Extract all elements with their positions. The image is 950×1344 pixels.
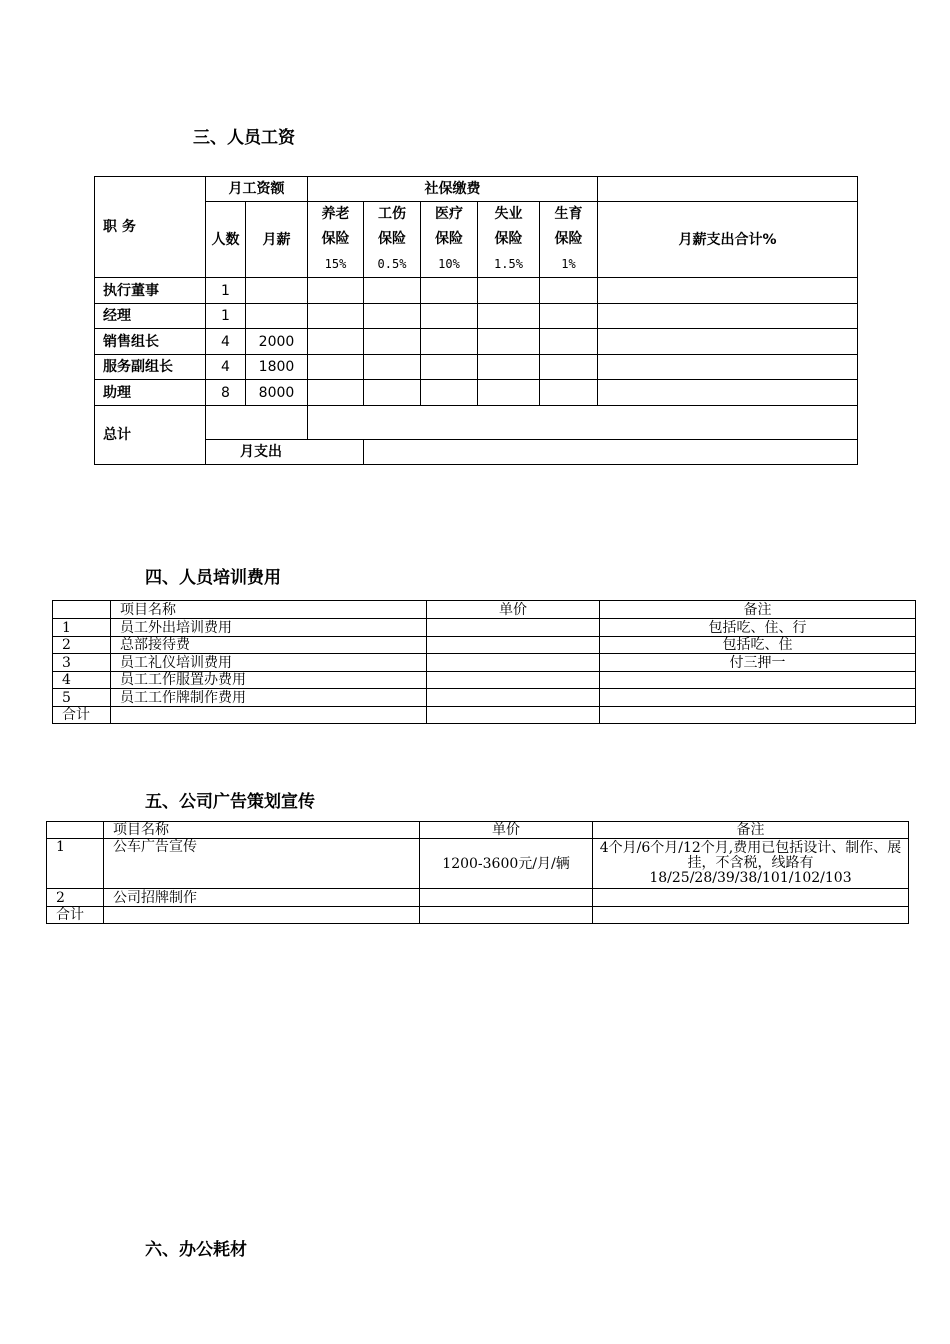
row-position: 销售组长: [95, 329, 206, 355]
row-note: [593, 889, 909, 907]
section6-title: 六、办公耗材: [145, 1240, 247, 1260]
monthly-expense-label: 月支出: [206, 440, 364, 465]
header-item: 项目名称: [111, 601, 427, 619]
total-label: 总计: [95, 406, 206, 465]
row-price: [420, 889, 593, 907]
row-number: 5: [53, 689, 111, 707]
table-row: [95, 355, 858, 380]
row-item: 公司招牌制作: [104, 889, 420, 907]
row-headcount: 4: [206, 329, 246, 355]
row-pay: [246, 304, 308, 329]
row-position: 服务副组长: [95, 355, 206, 380]
row-pay: 8000: [246, 380, 308, 406]
row-note: 包括吃、住: [600, 637, 916, 654]
header-pension: 养老 保险 15%: [308, 202, 364, 278]
row-number: 1: [47, 839, 104, 889]
row-pay: 2000: [246, 329, 308, 355]
header-price: 单价: [427, 601, 600, 619]
section3-title: 三、人员工资: [193, 128, 295, 148]
header-position: 职 务: [95, 177, 206, 278]
row-note: [600, 672, 916, 689]
row-position: 执行董事: [95, 278, 206, 304]
header-note: 备注: [593, 822, 909, 839]
header-price: 单价: [420, 822, 593, 839]
table-row: [95, 380, 858, 406]
table-row: [53, 689, 916, 707]
row-price: [427, 689, 600, 707]
header-blank: [598, 177, 858, 202]
row-item: 总部接待费: [111, 637, 427, 654]
header-item: 项目名称: [104, 822, 420, 839]
row-price: [427, 637, 600, 654]
salary-table: [94, 176, 858, 465]
row-item: 员工外出培训费用: [111, 619, 427, 637]
row-number: 1: [53, 619, 111, 637]
table-row: [95, 329, 858, 355]
advertising-table: [46, 821, 909, 924]
row-headcount: 8: [206, 380, 246, 406]
row-number: 2: [53, 637, 111, 654]
training-cost-table: [52, 600, 916, 724]
row-pay: [246, 278, 308, 304]
row-item: 员工工作服置办费用: [111, 672, 427, 689]
section5-title: 五、公司广告策划宣传: [145, 792, 315, 812]
header-social-security: 社保缴费: [308, 177, 598, 202]
row-headcount: 1: [206, 278, 246, 304]
row-headcount: 1: [206, 304, 246, 329]
row-note: 包括吃、住、行: [600, 619, 916, 637]
table-row: [53, 619, 916, 637]
header-monthly-pay: 月薪: [246, 202, 308, 278]
row-position: 经理: [95, 304, 206, 329]
row-headcount: 4: [206, 355, 246, 380]
row-price: [427, 672, 600, 689]
table-row: [53, 672, 916, 689]
row-number: 3: [53, 654, 111, 672]
header-note: 备注: [600, 601, 916, 619]
row-item: 员工工作牌制作费用: [111, 689, 427, 707]
row-item: 公车广告宣传: [104, 839, 420, 889]
header-medical: 医疗 保险 10%: [421, 202, 478, 278]
header-monthly-total-pct: 月薪支出合计%: [598, 202, 858, 278]
table-row: [47, 889, 909, 907]
row-price: [427, 619, 600, 637]
row-price: 1200-3600元/月/辆: [420, 839, 593, 889]
row-note: [600, 689, 916, 707]
header-injury: 工伤 保险 0.5%: [364, 202, 421, 278]
row-item: 员工礼仪培训费用: [111, 654, 427, 672]
row-note: 付三押一: [600, 654, 916, 672]
table-row: [95, 278, 858, 304]
row-number: 4: [53, 672, 111, 689]
row-position: 助理: [95, 380, 206, 406]
header-maternity: 生育 保险 1%: [540, 202, 598, 278]
row-pay: 1800: [246, 355, 308, 380]
header-monthly-salary-total: 月工资额: [206, 177, 308, 202]
row-number: 2: [47, 889, 104, 907]
header-headcount: 人数: [206, 202, 246, 278]
total-label: 合计: [47, 907, 104, 924]
table-row: [53, 654, 916, 672]
header-unemployment: 失业 保险 1.5%: [478, 202, 540, 278]
table-row: [47, 839, 909, 889]
table-row: [53, 637, 916, 654]
row-note: 4个月/6个月/12个月,费用已包括设计、制作、展挂，不含税，线路有18/25/28/39/38/101/102/103: [593, 839, 909, 889]
row-price: [427, 654, 600, 672]
total-label: 合计: [53, 707, 111, 724]
table-row: [95, 304, 858, 329]
section4-title: 四、人员培训费用: [145, 568, 281, 588]
